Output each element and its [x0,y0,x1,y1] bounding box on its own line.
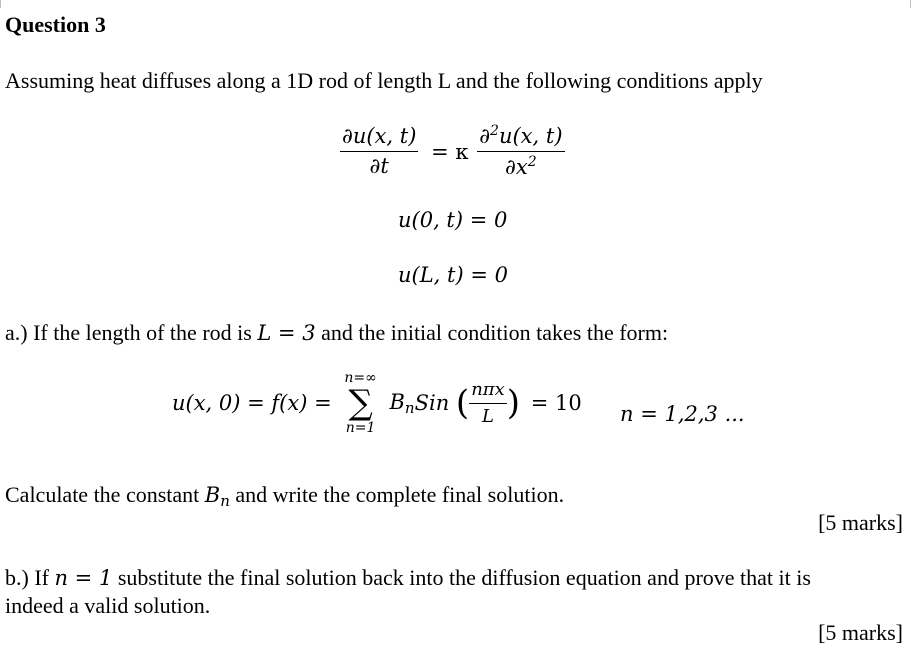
pde-rhs-fraction [477,124,564,179]
sum-symbol: ∑ [348,383,373,423]
open-paren: ( [455,383,470,423]
page-corner-right [902,0,911,8]
part-b-marks: [5 marks] [818,620,903,645]
part-b-end: substitute the final solution back into the diffusion equation and prove that it is [112,565,811,590]
pde-lhs-numerator: ∂u(x, t) [340,125,418,152]
close-paren: ) [506,383,521,423]
coefficient-subscript: n [404,398,415,417]
ic-rhs: = 10 [530,391,582,415]
part-a-marks: [5 marks] [818,510,903,535]
pde-rhs-numerator [477,124,564,152]
diffusion-equation [340,124,565,179]
part-b-n-value: n = 1 [54,566,113,590]
sum-lower-limit: n=1 [345,420,376,436]
part-b-line-2: indeed a valid solution. [5,593,211,618]
initial-condition-equation [172,370,582,454]
sum-upper-limit: n=∞ [344,370,377,386]
ic-lhs: u(x, 0) = f(x) = [172,391,332,415]
part-a-prompt-start: a.) If the length of the rod is [5,320,258,345]
page-corner-left [0,0,9,8]
pde-rhs-denominator-variable: ∂x [505,155,528,180]
summation [344,370,376,436]
sin-argument-fraction [469,380,507,427]
boundary-condition-2: u(L, t) = 0 [398,263,508,287]
boundary-condition-1: u(0, t) = 0 [398,208,508,232]
pde-rhs-denominator [477,152,564,179]
instruction-subscript: n [220,492,230,510]
n-values-text: n = 1,2,3 ... [620,402,745,426]
intro-text: Assuming heat diffuses along a 1D rod of length L and the following conditions apply [5,68,763,93]
n-values [620,402,745,426]
instruction-end: and write the complete final solution. [229,482,565,507]
pde-rhs-numerator-function: u(x, t) [498,124,563,148]
part-a-prompt-end: and the initial condition takes the form: [315,320,669,345]
part-b-start: b.) If [5,565,55,590]
sin-denominator: L [482,405,494,427]
pde-equals-kappa: = κ [431,139,469,164]
instruction-b: B [204,483,221,507]
question-title: Question 3 [5,12,106,37]
sin-function: Sin [414,391,450,415]
coefficient-b: B [389,389,405,414]
sin-numerator: nπx [469,380,507,404]
coefficient-bn [389,389,415,417]
instruction-start: Calculate the constant [5,482,205,507]
part-b-line-1 [5,565,811,591]
pde-rhs-denominator-exponent: 2 [527,154,537,171]
instruction-bn [204,483,230,510]
pde-lhs-fraction [340,125,418,178]
part-a-instruction [5,482,564,510]
rod-length-value: L = 3 [257,321,316,345]
part-a-prompt [5,320,668,346]
pde-lhs-denominator: ∂t [369,154,389,179]
partial-symbol: ∂ [479,124,491,148]
pde-rhs-numerator-exponent: 2 [490,123,499,139]
